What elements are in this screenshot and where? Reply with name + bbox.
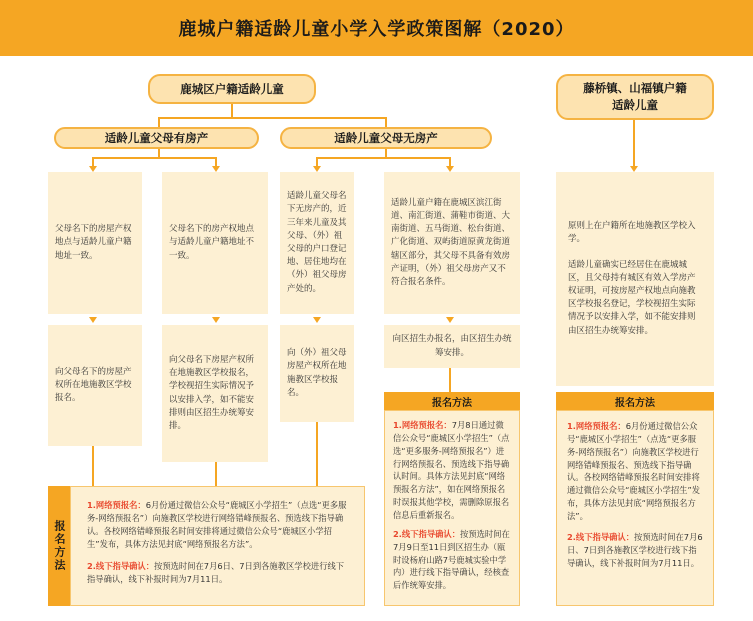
no-house-node (280, 127, 492, 149)
method-box-right (556, 410, 714, 606)
connector (92, 157, 216, 159)
condition-text: 原则上在户籍所在地施教区学校入学。 (568, 221, 696, 245)
root-node-label: 鹿城区户籍适龄儿童 (180, 81, 284, 96)
online-register-paragraph (393, 419, 511, 522)
condition-box (556, 172, 714, 386)
offline-confirm-text: 按预选时间在7月6日、7日到各施教区学校进行线下指导确认，线下补报时间为7月11日。 (567, 531, 703, 568)
offline-confirm-text: 按预选时间在7月6日、7日到各施教区学校进行线下指导确认，线下补报时间为7月11日。 (87, 561, 345, 585)
connector (92, 446, 94, 486)
arrow-icon (446, 317, 454, 323)
offline-confirm-paragraph (87, 560, 352, 586)
method-header-text: 报名方法 (615, 397, 655, 409)
online-register-title: 1.网络预报名： (393, 420, 452, 430)
condition-box (48, 172, 142, 314)
condition-text: 适龄儿童父母名下无房产的，近三年来儿童及其父母、（外）祖父母的户口登记地、居住地均在（外）祖父母房产处的。 (287, 191, 347, 294)
online-register-text: 6月份通过微信公众号“鹿城区小学招生”（点选“更多服务-网络预报名”）向施教区学校进行网络错峰预报名、预选线下指导确认。各校网络错峰预报名时间安排将通过微信公众号“鹿城区小学招生”发布，具体方法见封底“网络预报名方法”。 (87, 500, 347, 549)
condition-box (162, 172, 268, 314)
has-house-label: 适龄儿童父母有房产 (104, 130, 209, 145)
no-house-label: 适龄儿童父母无房产 (334, 130, 438, 145)
title-bar (0, 0, 753, 56)
condition-box (384, 172, 520, 314)
online-register-text: 7月8日通过微信公众号“鹿城区小学招生”（点选“更多服务-网络预报名”）进行网络预报名、预选线下指导确认时间。具体方法见封底“网络预报名方法”，如在网络预报名时误报其他学校，需删除原报名信息后重新报名。 (393, 420, 510, 521)
offline-confirm-title: 2.线下指导确认： (393, 528, 461, 539)
tengqiao-label: 藤桥镇、山福镇户籍适龄儿童 (583, 81, 687, 112)
method-header-text: 报名方法 (432, 397, 472, 409)
offline-confirm-paragraph (393, 528, 511, 592)
method-box-left (70, 486, 365, 606)
online-register-paragraph (567, 420, 703, 523)
result-box (48, 325, 142, 446)
connector (158, 117, 386, 119)
connector (316, 422, 318, 486)
arrow-icon (89, 317, 97, 323)
result-box (162, 325, 268, 462)
arrow-icon (313, 317, 321, 323)
connector (316, 157, 450, 159)
offline-confirm-text: 按预选时间在7月9日至11日到区招生办（瓯时设杨府山路7号鹿城实验中学内）进行线下指导确认，经核查后作统筹安排。 (393, 528, 510, 591)
root-node (148, 74, 316, 104)
page-title: 鹿城户籍适龄儿童小学入学政策图解（2020） (178, 19, 575, 40)
offline-confirm-paragraph (567, 531, 703, 570)
condition-text: 父母名下的房产权地点与适龄儿童户籍地址不一致。 (169, 224, 255, 261)
online-register-text: 6月份通过微信公众号“鹿城区小学招生”（点选“更多服务-网络预报名”）向施教区学校进行网络错峰预报名、预选线下指导确认。各校网络错峰预报名时间安排将通过微信公众号“鹿城区小学招生”发布，具体方法见封底“网络预报名方法”。 (567, 421, 701, 522)
condition-text: 父母名下的房屋产权地点与适龄儿童户籍地址一致。 (55, 224, 132, 261)
connector (215, 462, 217, 486)
has-house-node (54, 127, 259, 149)
arrow-icon (212, 317, 220, 323)
result-text: 向区招生办报名，由区招生办统筹安排。 (392, 334, 512, 358)
condition-text: 适龄儿童户籍在鹿城区滨江街道、南汇街道、蒲鞋市街道、大南街道、五马街道、松台街道、广化街道、双屿街道原黄龙街道辖区部分，其父母不具备有效房产证明，（外）祖父母房产又不符合报名条件。 (391, 197, 511, 287)
method-side-text: 报名方法 (53, 520, 66, 572)
connector (633, 118, 635, 166)
condition-box (280, 172, 354, 314)
method-header (556, 392, 714, 410)
online-register-title: 1.网络预报名： (87, 500, 146, 510)
result-box (280, 325, 354, 422)
result-text: 向（外）祖父母房屋产权所在地施教区学校报名。 (287, 348, 347, 398)
offline-confirm-title: 2.线下指导确认： (87, 561, 155, 572)
method-box-middle (384, 410, 520, 606)
connector (231, 104, 233, 118)
result-text: 向父母名下的房屋产权所在地施教区学校报名。 (55, 366, 132, 404)
method-side-label (48, 486, 70, 606)
connector (449, 368, 451, 392)
method-header (384, 392, 520, 410)
tengqiao-node (556, 74, 714, 120)
offline-confirm-title: 2.线下指导确认： (567, 531, 635, 542)
online-register-title: 1.网络预报名： (567, 421, 626, 431)
result-box (384, 325, 520, 368)
result-text: 向父母名下房屋产权所在地施教区学校报名，学校视招生实际情况予以安排入学，如不能安排则由区招生办统筹安排。 (169, 354, 255, 431)
online-register-paragraph (87, 499, 352, 550)
condition-text: 适龄儿童确实已经居住在鹿城城区，且父母持有城区有效入学房产权证明，可按房屋产权地点向施教区学校报名登记，学校视招生实际情况予以安排入学，如不能安排则由区招生办统筹安排。 (568, 259, 696, 336)
